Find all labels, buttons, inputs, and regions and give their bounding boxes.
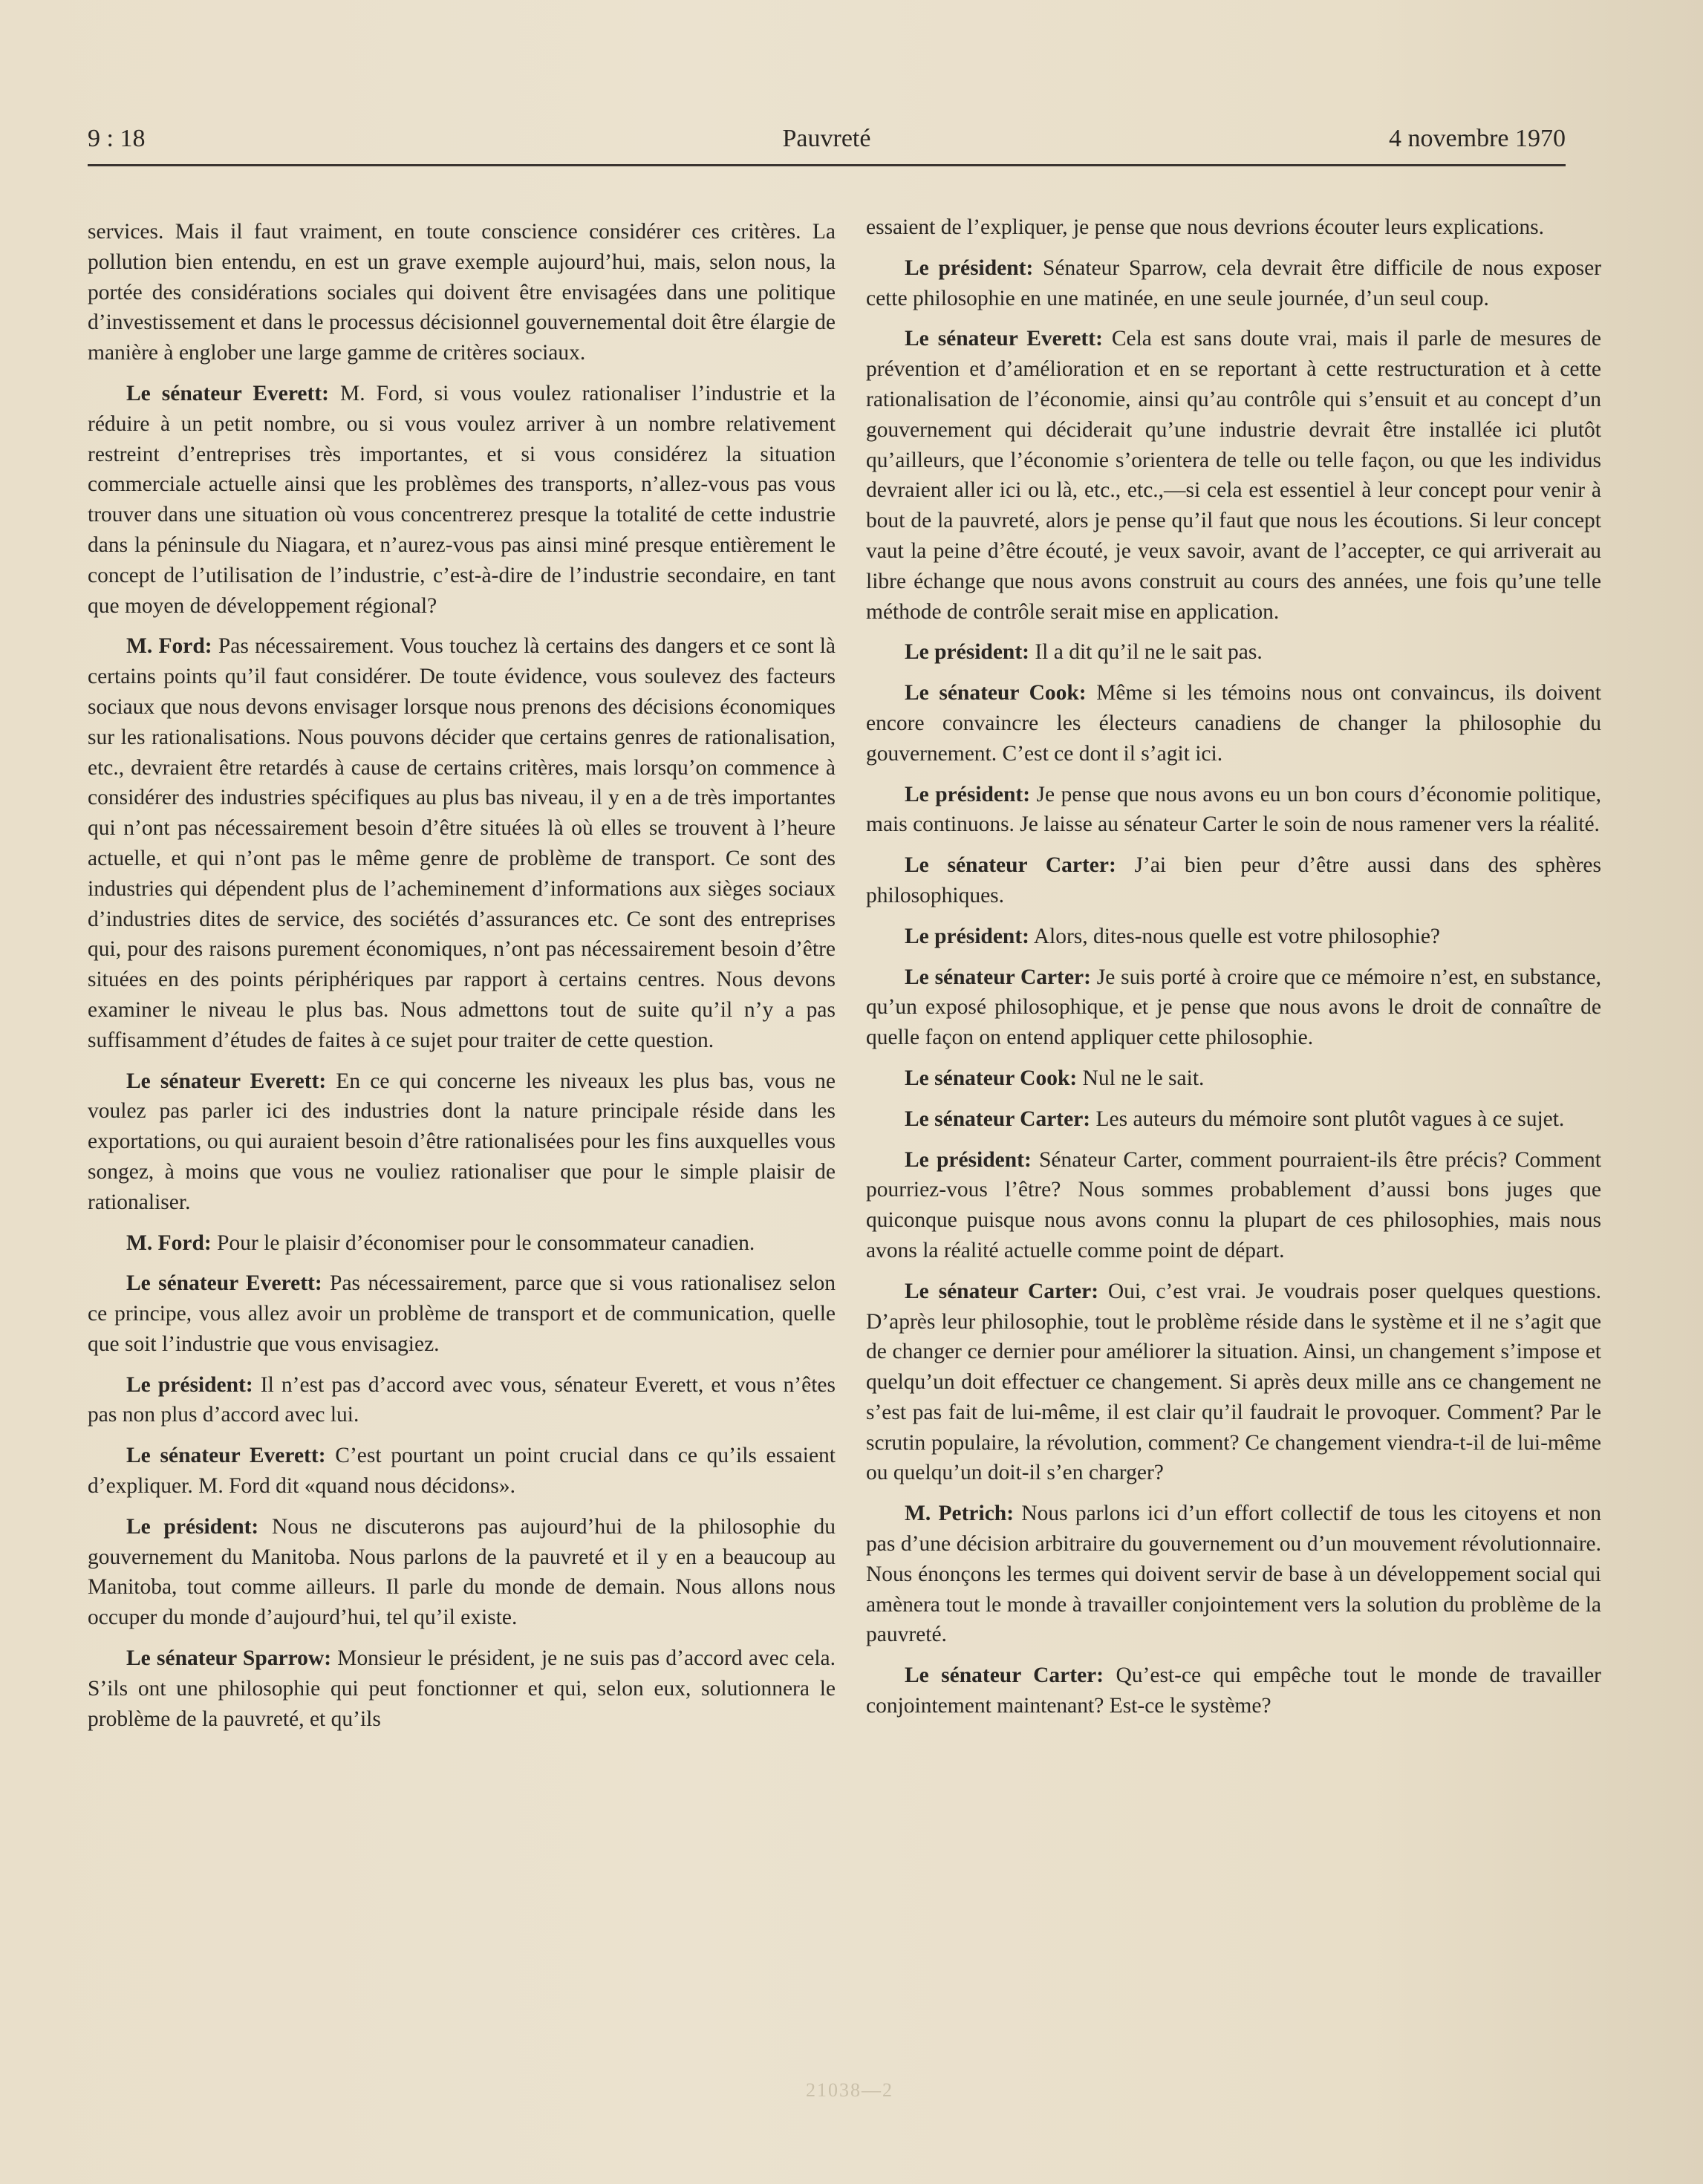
right-column <box>866 212 1601 1732</box>
speaker: Le sénateur Carter: <box>905 1106 1091 1131</box>
speaker: Le président: <box>905 255 1034 280</box>
speaker: Le sénateur Carter: <box>905 853 1116 878</box>
paragraph: M. Ford: Pour le plaisir d’économiser pour le consommateur canadien. <box>126 1230 755 1255</box>
paragraph: M. Petrich: Nous parlons ici d’un effort collectif de tous les citoyens et non pas d’une décision arbitraire du gouvernement ou d’un mouvement révolutionnaire. Nous énonçons les termes qui doivent servir de base à un développement social qui amènera tout le monde à travailler conjointement vers la solution du problème de la pauvreté. <box>866 1502 1602 1647</box>
paragraph: Le sénateur Cook: Nul ne le sait. <box>905 1066 1205 1090</box>
paragraph: M. Ford: Pas nécessairement. Vous touchez là certains des dangers et ce sont là certains points qu’il faut considérer. De toute évidence, vous soulevez des facteurs sociaux que nous devons envisager lorsque nous prenons des décisions économiques sur les rationalisations. Nous pouvons décider que certains genres de rationalisation, etc., devraient être retardés à cause de certains critères, mais lorsqu’on commence à considérer des industries spécifiques au plus bas niveau, il y en a de très importantes qui n’ont pas nécessairement besoin d’être situées là où elles se trouvent à l’heure actuelle, et qui n’ont pas le même genre de problème de transport. Ce sont des industries qui dépendent plus de l’acheminement d’informations aux sièges sociaux d’industries dites de service, des sociétés d’assurances etc. Ce sont des entreprises qui, pour des raisons purement économiques, n’ont pas nécessairement besoin d’être situées en des points périphériques par rapport à certains centres. Nous devons examiner le niveau le plus bas. Nous admettons tout de suite qu’il n’y a pas suffisamment d’études de faites à ce sujet pour traiter de cette question. <box>88 634 836 1052</box>
header-date: 4 novembre 1970 <box>1389 125 1566 152</box>
paragraph: Le sénateur Everett: Pas nécessairement, parce que si vous rationalisez selon ce principe, vous allez avoir un problème de transport et de communication, quelle que soit l’industrie que vous envisagiez. <box>88 1271 836 1356</box>
paragraph: Le sénateur Carter: Les auteurs du mémoire sont plutôt vagues à ce sujet. <box>905 1106 1565 1131</box>
paragraph: Le sénateur Carter: J’ai bien peur d’être aussi dans des sphères philosophiques. <box>866 853 1602 907</box>
speaker: Le sénateur Everett: <box>126 1444 326 1468</box>
paragraph: Le président: Je pense que nous avons eu un bon cours d’économie politique, mais continuons. Je laisse au sénateur Carter le soin de nous ramener vers la réalité. <box>866 782 1602 837</box>
paragraph: Le président: Il n’est pas d’accord avec vous, sénateur Everett, et vous n’êtes pas non plus d’accord avec lui. <box>88 1372 836 1427</box>
paragraph: Le sénateur Carter: Qu’est-ce qui empêche tout le monde de travailler conjointement maintenant? Est-ce le système? <box>866 1663 1602 1718</box>
paragraph: Le président: Sénateur Carter, comment pourraient-ils être précis? Comment pourriez-vous l’être? Nous sommes probablement d’aussi bons juges que quiconque puisque nous avons connu la plupart de ces philosophies, mais nous avons la réalité actuelle comme point de départ. <box>866 1147 1601 1262</box>
paragraph: Le président: Alors, dites-nous quelle est votre philosophie? <box>905 924 1441 948</box>
speaker: Le président: <box>905 782 1031 806</box>
paragraph: services. Mais il faut vraiment, en toute conscience considérer ces critères. La pollution bien entendu, en est un grave exemple aujourd’hui, mais, selon nous, la portée des considérations sociales qui doivent être envisagées dans une politique d’investissement et dans le processus décisionnel gouvernemental doit être élargie de manière à englober une large gamme de critères sociaux. <box>88 220 836 365</box>
paragraph: Le sénateur Carter: Je suis porté à croire que ce mémoire n’est, en substance, qu’un exposé philosophique, et je pense que nous avons le droit de connaître de quelle façon on entend appliquer cette philosophie. <box>866 965 1601 1050</box>
footer-mark: 21038—2 <box>806 2079 893 2101</box>
paragraph: essaient de l’expliquer, je pense que nous devrions écouter leurs explications. <box>866 215 1545 239</box>
speaker: Le président: <box>126 1514 259 1539</box>
paragraph: Le sénateur Cook: Même si les témoins nous ont convaincus, ils doivent encore convaincre les électeurs canadiens de changer la philosophie du gouvernement. C’est ce dont il s’agit ici. <box>866 681 1602 766</box>
page-header <box>88 125 1566 162</box>
paragraph: Le sénateur Everett: En ce qui concerne les niveaux les plus bas, vous ne voulez pas parler ici des industries dont la nature principale réside dans les exportations, ou qui auraient besoin d’être rationalisées pour les fins auxquelles vous songez, à moins que vous ne vouliez rationaliser que pour le simple plaisir de rationaliser. <box>88 1069 836 1214</box>
speaker: Le sénateur Everett: <box>126 1271 322 1296</box>
paragraph: Le sénateur Everett: Cela est sans doute vrai, mais il parle de mesures de prévention et d’amélioration et en se reportant à cette restructuration et à cette rationalisation de l’économie, ainsi qu’au contrôle qui s’ensuit et au concept d’un gouvernement qui déciderait qu’une industrie devrait être installée ici plutôt qu’ailleurs, que l’économie s’orientera de telle ou telle façon, ou que les individus devraient aller ici ou là, etc., etc.,—si cela est essentiel à leur concept pour venir à bout de la pauvreté, alors je pense qu’il faut que nous les écoutions. Si leur concept vaut la peine d’être écouté, je veux savoir, avant de l’accepter, ce qui arriverait au libre échange que nous avons construit au cours des années, une fois qu’une telle méthode de contrôle serait mise en application. <box>866 327 1602 624</box>
speaker: Le sénateur Carter: <box>905 1663 1104 1688</box>
paragraph: Le président: Sénateur Sparrow, cela devrait être difficile de nous exposer cette philosophie en une matinée, en une seule journée, d’un seul coup. <box>866 255 1602 310</box>
paragraph: Le sénateur Carter: Oui, c’est vrai. Je voudrais poser quelques questions. D’après leur philosophie, tout le problème réside dans le système et il ne s’agit que de changer ce dernier pour améliorer la situation. Ainsi, un changement s’impose et quelqu’un doit effectuer ce changement. Si après deux mille ans ce changement ne s’est pas fait de lui-même, il est clair qu’il faudrait le provoquer. Comment? Par le scrutin populaire, la révolution, comment? Ce changement viendra-t-il de lui-même ou quelqu’un doit-il s’en charger? <box>866 1279 1601 1485</box>
speaker: Le sénateur Everett: <box>126 1069 327 1093</box>
running-title: Pauvreté <box>782 125 871 152</box>
speaker: Le sénateur Everett: <box>126 381 329 405</box>
header-rule <box>88 164 1566 166</box>
left-column <box>88 217 836 1744</box>
paragraph: Le sénateur Everett: M. Ford, si vous voulez rationaliser l’industrie et la réduire à un petit nombre, ou si vous voulez arriver à un nombre relativement restreint d’entreprises très importantes, et si vous considérez la situation commerciale actuelle ainsi que les problèmes des transports, n’allez-vous pas vous trouver dans une situation où vous concentrerez presque la totalité de cette industrie dans la péninsule du Niagara, et n’aurez-vous pas ainsi miné presque entièrement le concept de l’utilisation de l’industrie, c’est-à-dire de l’industrie secondaire, en tant que moyen de développement régional? <box>88 381 836 618</box>
speaker: Le président: <box>905 640 1029 665</box>
speaker: Le sénateur Cook: <box>905 681 1087 705</box>
speaker: Le sénateur Carter: <box>905 1279 1099 1303</box>
speaker: Le président: <box>905 924 1029 948</box>
speaker: Le sénateur Carter: <box>905 965 1091 989</box>
speaker: Le président: <box>126 1372 253 1397</box>
paragraph: Le président: Nous ne discuterons pas aujourd’hui de la philosophie du gouvernement du Manitoba. Nous parlons de la pauvreté et il y en a beaucoup au Manitoba, tout comme ailleurs. Il parle du monde de demain. Nous allons nous occuper du monde d’aujourd’hui, tel qu’il existe. <box>88 1514 836 1630</box>
paragraph: Le sénateur Sparrow: Monsieur le président, je ne suis pas d’accord avec cela. S’ils ont une philosophie qui peut fonctionner et qui, selon eux, solutionnera le problème de la pauvreté, et qu’ils <box>88 1646 836 1731</box>
speaker: Le sénateur Sparrow: <box>126 1646 332 1671</box>
paragraph: Le président: Il a dit qu’il ne le sait pas. <box>905 640 1263 665</box>
speaker: Le sénateur Everett: <box>905 327 1103 351</box>
page-number: 9 : 18 <box>88 125 146 152</box>
paragraph: Le sénateur Everett: C’est pourtant un point crucial dans ce qu’ils essaient d’expliquer. M. Ford dit «quand nous décidons». <box>88 1444 836 1499</box>
speaker: M. Ford: <box>126 1230 212 1255</box>
speaker: Le président: <box>905 1147 1032 1172</box>
speaker: Le sénateur Cook: <box>905 1066 1078 1090</box>
speaker: M. Ford: <box>126 634 212 659</box>
speaker: M. Petrich: <box>905 1502 1015 1526</box>
